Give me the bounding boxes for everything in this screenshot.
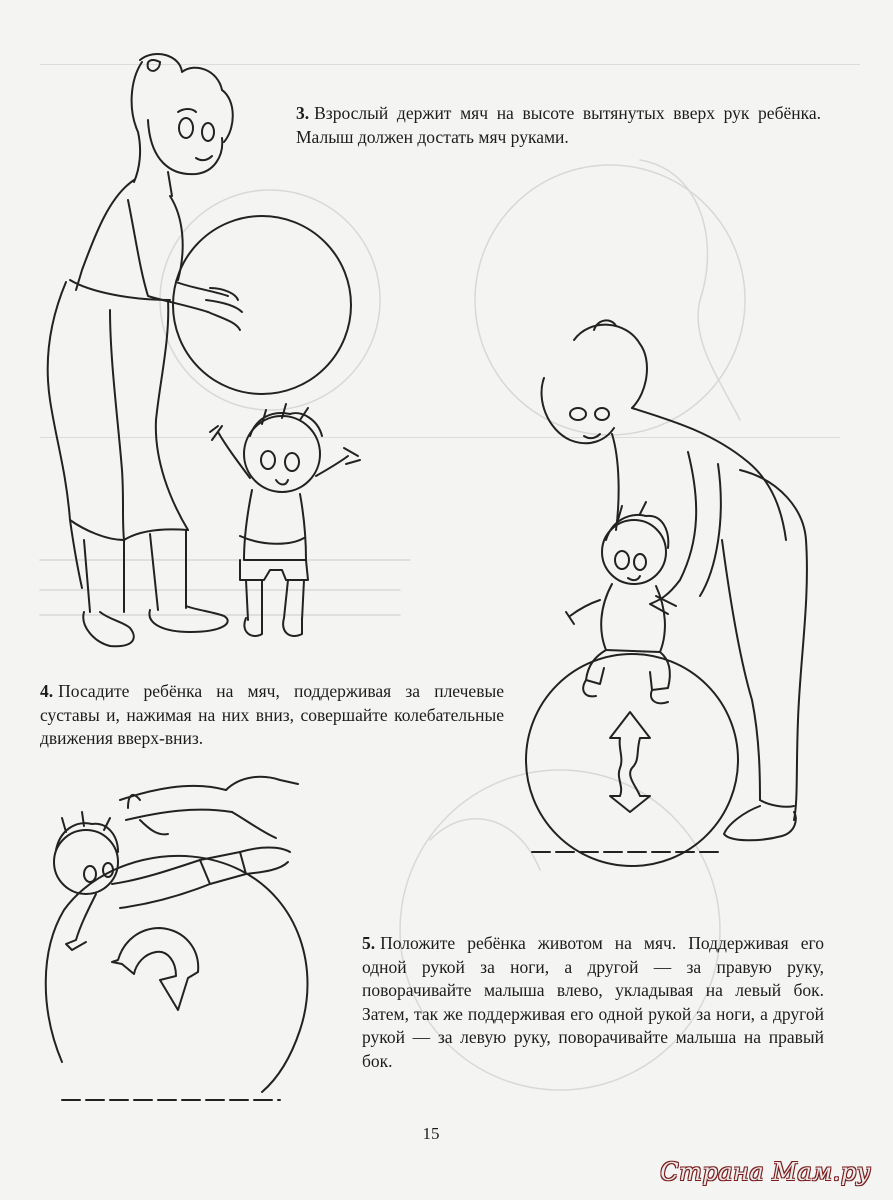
toddler-reaching-illustration	[210, 404, 360, 636]
exercise-text: Взрослый держит мяч на высоте вытянутых вверх рук ребёнка. Малыш должен достать мяч руками.	[296, 103, 821, 147]
site-watermark: Страна Мам.ру	[660, 1158, 871, 1186]
exercise-4-paragraph	[40, 680, 504, 751]
ball-shape	[526, 654, 738, 866]
up-down-arrow-icon	[610, 712, 650, 812]
exercise-text: Положите ребёнка животом на мяч. Поддерживая его одной рукой за ноги, а другой — за правую руку, поворачивайте малыша влево, укладывая на левый бок. Затем, так же поддерживая его одной рукой за ноги, а другой рукой — за левую руку, поворачивайте малыша на правый бок.	[362, 933, 824, 1071]
page-number: 15	[422, 1124, 440, 1143]
rotation-arrow-icon	[112, 928, 198, 1010]
exercise-3-paragraph	[296, 102, 821, 149]
child-lying-on-ball-illustration	[46, 777, 308, 1100]
exercise-text: Посадите ребёнка на мяч, поддерживая за плечевые суставы и, нажимая на них вниз, совершайте колебательные движения вверх-вниз.	[40, 681, 504, 748]
exercise-5-paragraph	[362, 932, 824, 1073]
woman-bouncing-child-illustration	[526, 320, 807, 866]
ball-shape	[173, 216, 351, 394]
exercise-number: 4.	[40, 681, 54, 701]
exercise-number: 3.	[296, 103, 310, 123]
exercise-number: 5.	[362, 933, 376, 953]
